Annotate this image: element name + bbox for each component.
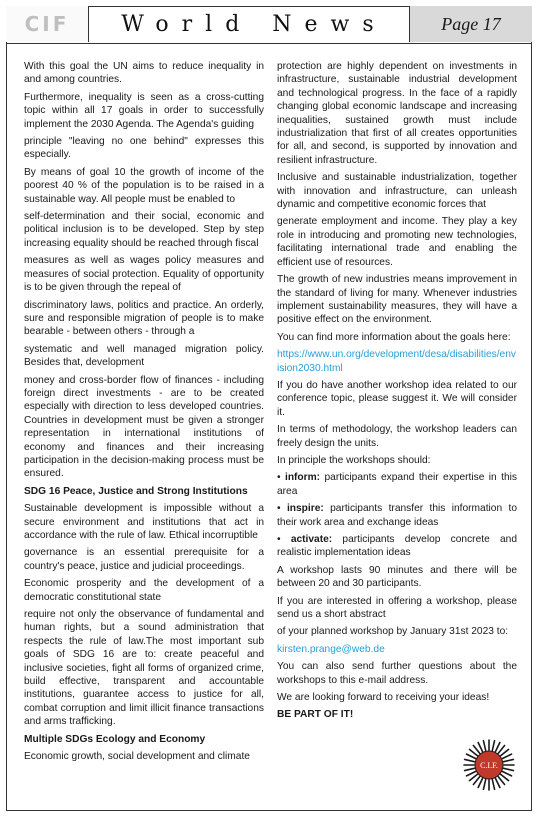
emblem-spoke — [504, 759, 514, 761]
section-heading: SDG 16 Peace, Justice and Strong Institutions — [24, 485, 248, 497]
emblem-spoke — [469, 774, 477, 780]
paragraph: governance is an essential prerequisite for a country's peace, justice and judicial proceedings. — [24, 547, 264, 572]
bullet-text: participants expand their expertise in this area — [277, 472, 517, 497]
emblem-spoke — [478, 779, 482, 788]
bullet-glyph: • — [277, 503, 287, 515]
paragraph: If you do have another workshop idea related to our conference topic, please suggest it. We will consider it. — [277, 379, 517, 418]
paragraph: Sustainable development is impossible without a secure environment and institutions that act in accordance with the rule of law. Ethical incorruptible — [24, 503, 264, 541]
emblem-spoke — [504, 768, 514, 770]
bullet-glyph: • — [277, 472, 285, 484]
paragraph: A workshop lasts 90 minutes and there will be between 20 and 30 participants. — [277, 564, 517, 590]
paragraph: money and cross-border flow of finances - including foreign direct investments - are to be created especially with direction to less developed countries. Countries in development must be given a stronger representation in international institutions of economy and finances and their increasing participation in the decision-making process must be ensured. — [24, 374, 264, 480]
right-column — [277, 60, 517, 726]
emblem-spoke — [473, 745, 479, 753]
bullet-glyph: • — [277, 534, 291, 545]
goals-link-row — [277, 348, 517, 375]
paragraph: You can find more information about the goals here: — [277, 331, 511, 343]
paragraph: We are looking forward to receiving your ideas! — [277, 692, 490, 704]
emblem-spoke — [465, 768, 475, 770]
emblem-spoke — [501, 749, 509, 755]
bullet-label: inform: — [284, 472, 321, 484]
emblem-spoke — [492, 780, 494, 790]
emblem-spoke — [466, 772, 475, 776]
paragraph: require not only the observance of fundamental and human rights, but a sound administration that respects the rule of law.The most important sub goals of SDG 16 are to: create peaceful and inclusive societies, fight all forms of organized crime, build effective, transparent and accountable institutions, guarantee access to justice for all, combat corruption and limit illicit finance transactions and arms trafficking. — [24, 609, 264, 728]
left-column — [24, 60, 264, 768]
emblem-spoke — [483, 741, 485, 751]
emblem-spoke — [496, 742, 500, 751]
brand-label: CIF — [6, 6, 89, 42]
email-link[interactable]: kirsten.prange@web.de — [277, 643, 385, 655]
emblem-spoke — [501, 774, 509, 780]
closing-slogan: BE PART OF IT! — [277, 709, 354, 721]
bullet-text: participants transfer this information to their work area and exchange ideas — [277, 503, 518, 528]
goals-link[interactable]: https://www.un.org/development/desa/disabilities/envision2030.html — [277, 349, 516, 374]
paragraph: If you are interested in offering a workshop, please send us a short abstract — [277, 595, 517, 621]
emblem-spoke — [483, 780, 485, 790]
emblem-spoke — [465, 759, 475, 761]
paragraph: discriminatory laws, politics and practice. An orderly, sure and responsible migration of people is to make bearable - between others - through a — [24, 299, 264, 338]
section-title: World News — [121, 11, 387, 37]
emblem-spoke — [503, 754, 512, 758]
paragraph: measures as well as wages policy measures and measures of social protection. Equality of opportunity is to be given through the repeal of — [24, 255, 264, 294]
emblem-spoke — [478, 742, 482, 751]
emblem-spoke — [466, 754, 475, 758]
bullet-text: participants develop concrete and realistic implementation ideas — [277, 534, 517, 559]
bullet-activate — [277, 533, 517, 560]
paragraph: In terms of methodology, the workshop leaders can freely design the units. — [277, 424, 517, 449]
paragraph: The growth of new industries means improvement in the standard of living for many. Whenever industries implement sustainability measures, they will have a positive effect on the environment. — [277, 274, 517, 326]
bullet-inform — [277, 471, 517, 498]
page-number: Page 17 — [409, 6, 532, 42]
emblem-spoke — [498, 777, 504, 785]
paragraph: protection are highly dependent on investments in infrastructure, sustainable industrial development and technological progress. In the face of a rapidly changing global economic landscape and increasing inequalities, sustained growth must include industrialization that first of all creates opportunities for all, and second, is supported by innovation and resilient infrastructure. — [277, 61, 517, 166]
email-row — [277, 643, 517, 656]
section-heading: Multiple SDGs Ecology and Economy — [24, 733, 206, 745]
paragraph: Economic prosperity and the development of a democratic constitutional state — [24, 578, 264, 603]
paragraph: By means of goal 10 the growth of income of the poorest 40 % of the population is to be raised in a sustainable way. All people must be enabled to — [24, 166, 264, 205]
emblem-spoke — [503, 772, 512, 776]
cif-emblem-icon — [462, 738, 516, 792]
bullet-label: inspire: — [286, 503, 324, 515]
paragraph: You can also send further questions about the workshops to this e-mail address. — [277, 661, 517, 686]
paragraph: Inclusive and sustainable industrialization, together with innovation and infrastructure, can unleash dynamic and competitive economic forces that — [277, 172, 517, 211]
emblem-spoke — [498, 745, 504, 753]
bullet-inspire — [277, 502, 517, 529]
paragraph: In principle the workshops should: — [277, 454, 431, 466]
paragraph: generate employment and income. They play a key role in introducing and promoting new technologies, facilitating international trade and enabling the efficient use of resources. — [277, 216, 517, 268]
emblem-spoke — [496, 779, 500, 788]
paragraph: of your planned workshop by January 31st 2023 to: — [277, 626, 509, 638]
paragraph: principle "leaving no one behind" expresses this especially. — [24, 136, 264, 161]
paragraph: systematic and well managed migration policy. Besides that, development — [24, 343, 264, 369]
bullet-label: activate: — [290, 534, 333, 545]
emblem-spoke — [492, 741, 494, 751]
page-header — [6, 6, 532, 44]
paragraph: Furthermore, inequality is seen as a cross-cutting topic within all 17 goals in order to successfully implement the 2030 Agenda. The Agenda's guiding — [24, 91, 264, 130]
paragraph: Economic growth, social development and climate — [24, 751, 250, 763]
logo-text: C.I.F. — [480, 761, 498, 770]
emblem-spoke — [469, 749, 477, 755]
emblem-spoke — [473, 777, 479, 785]
paragraph: self-determination and their social, economic and political inclusion is to be developed. Step by step increasing equality should be reached through fiscal — [24, 211, 264, 249]
paragraph: With this goal the UN aims to reduce inequality in and among countries. — [24, 61, 264, 86]
